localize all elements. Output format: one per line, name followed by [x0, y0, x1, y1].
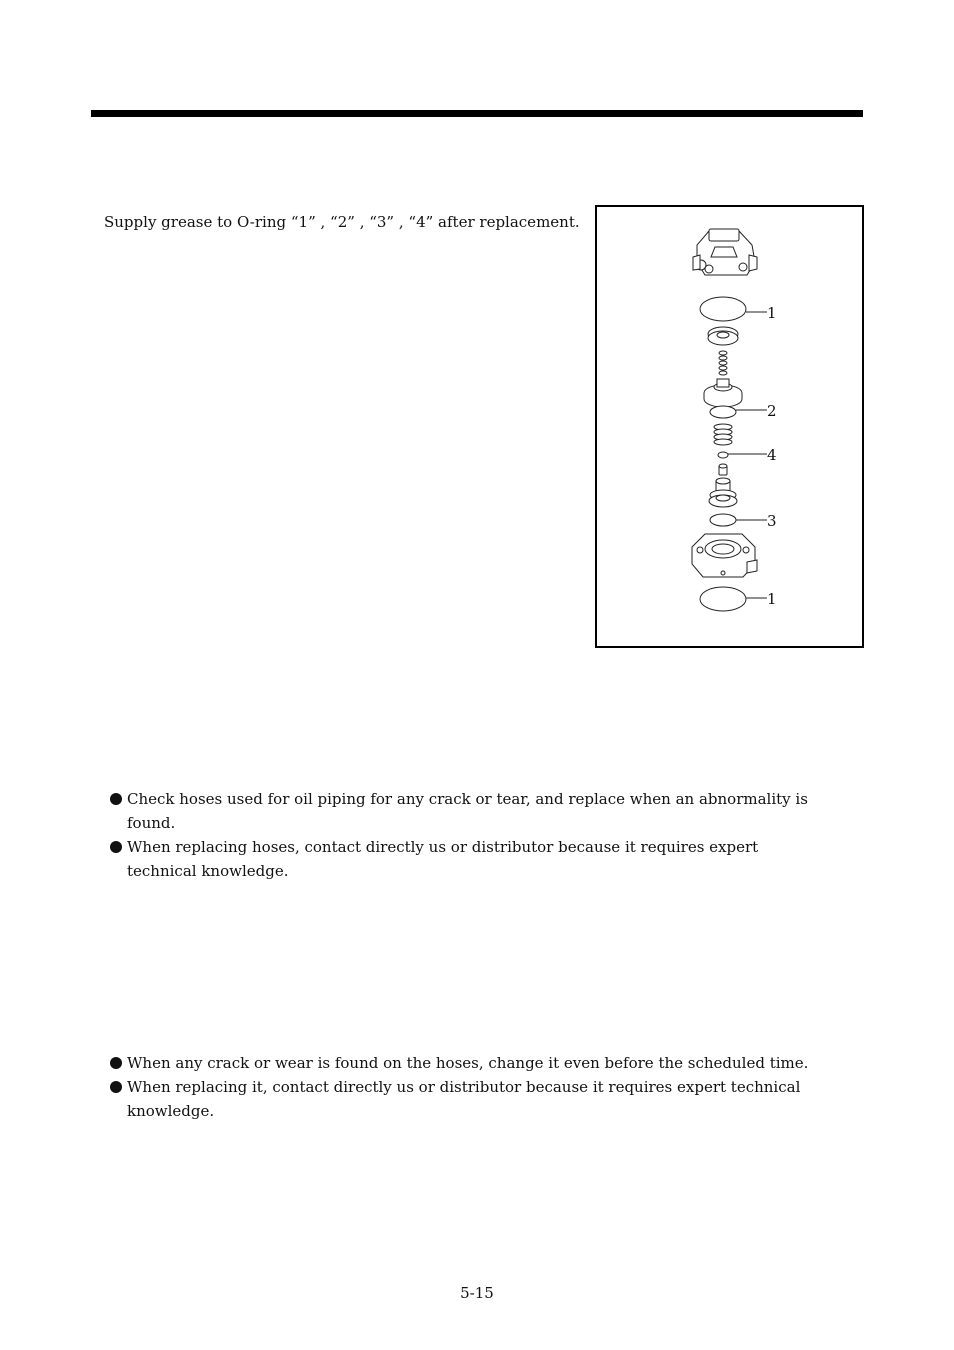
list-item-text: Check hoses used for oil piping for any crack or tear, and replace when an abnormality is found. [127, 790, 808, 832]
bullet-icon [110, 793, 122, 805]
bullet-icon [110, 1081, 122, 1093]
callout-3: 3 [767, 512, 777, 530]
bullet-icon [110, 841, 122, 853]
list-item [108, 1075, 868, 1123]
large-spring [714, 424, 732, 445]
list-item-text: When replacing it, contact directly us or distributor because it requires expert technical knowledge. [127, 1078, 801, 1120]
valve-body-top [693, 229, 757, 275]
o-ring-1-bottom [700, 587, 746, 611]
o-ring-instruction: Supply grease to O-ring “1” , “2” , “3” , “4” after replacement. [104, 213, 580, 231]
piston-stem [719, 464, 727, 475]
o-ring-2 [710, 406, 736, 418]
o-ring-3 [710, 514, 736, 526]
bullet-icon [110, 1057, 122, 1069]
o-ring-exploded-diagram [595, 205, 864, 648]
lower-housing [692, 534, 757, 577]
callout-2: 2 [767, 402, 777, 420]
list-item [108, 787, 808, 835]
header-rule [91, 110, 863, 117]
callout-4: 4 [767, 446, 777, 464]
list-item [108, 1051, 868, 1075]
exploded-view-drawing [597, 207, 862, 646]
list-item-text: When replacing hoses, contact directly us or distributor because it requires expert technical knowledge. [127, 838, 759, 880]
list-item-text: When any crack or wear is found on the hoses, change it even before the scheduled time. [127, 1054, 809, 1072]
callout-1-bottom: 1 [767, 590, 777, 608]
callout-1-top: 1 [767, 304, 777, 322]
hose-inspection-list [108, 787, 808, 883]
o-ring-4 [718, 452, 728, 458]
page-number: 5-15 [460, 1284, 494, 1302]
list-item [108, 835, 808, 883]
spring-seat [704, 379, 742, 407]
hose-replacement-list [108, 1051, 868, 1123]
piston [709, 478, 737, 507]
o-ring-1-top [700, 297, 746, 321]
diaphragm-disk [708, 327, 738, 345]
small-spring [719, 351, 727, 375]
